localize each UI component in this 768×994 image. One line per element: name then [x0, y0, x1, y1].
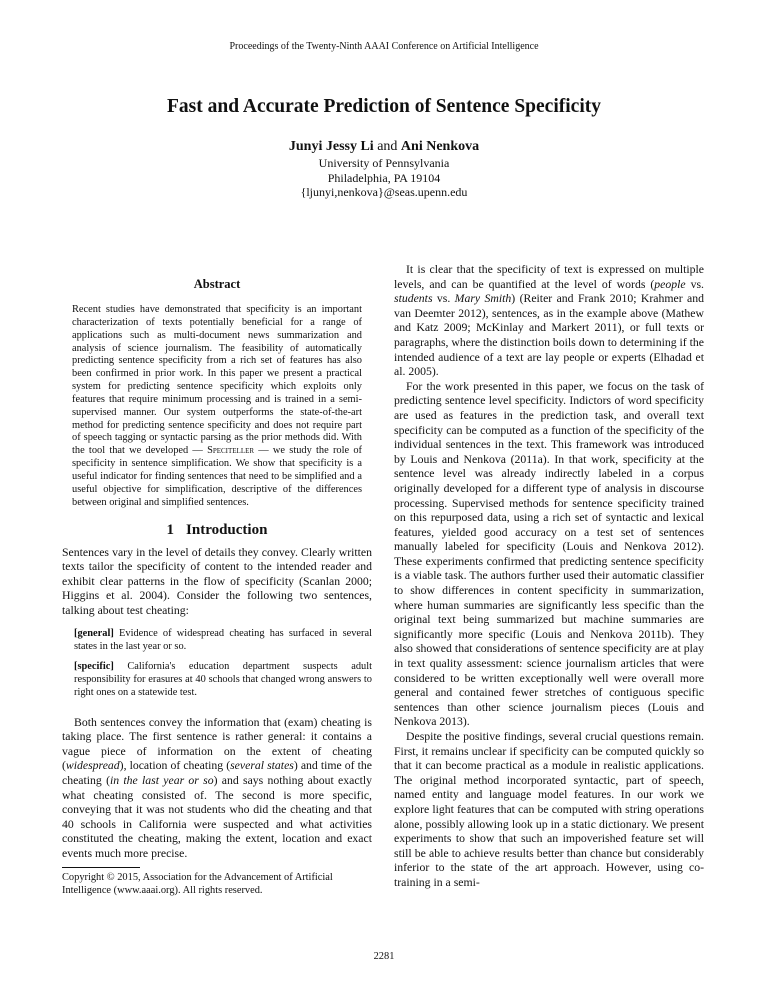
text-run-emphasis: students: [394, 292, 433, 306]
left-column: [62, 265, 372, 862]
abstract-text-part: — we study the role of specificity in sentence simplification. We show that specificity is a useful indicator for finding sentences that need to be simplified and a useful objective for simplification, descriptive of the differences between original and simplified sentences.: [72, 445, 362, 508]
text-run: Both sentences convey the information that (exam) cheating is taking place. The first sentence is rather general: it contains a vague piece of information on the extent of cheating (: [62, 715, 372, 773]
author-line: [0, 138, 768, 155]
text-run: vs.: [432, 292, 455, 306]
abstract-text-part: Recent studies have demonstrated that specificity is an important characterization of texts potentially beneficial for a range of applications such as multi-document news summarization and analysis of science journalism. The feasibility of automatically predicting sentence specificity from a rich set of features has also been confirmed in prior work. In this paper we present a practical system for predicting sentence specificity which exploits only features that require minimum processing and is trained in a semi-supervised manner. Our system outperforms the state-of-the-art method for predicting sentence specificity and does not require part of speech tagging or syntactic parsing as the prior methods did. With the tool that we developed —: [72, 304, 362, 457]
intro-paragraph: Sentences vary in the level of details they convey. Clearly written texts tailor the specificity of content to the intended reader and exhibit clear patterns in the flow of specificity (Scanlan 2000; Higgins et al. 2004). Consider the following two sentences, talking about test cheating:: [62, 545, 372, 617]
section-number: 1: [166, 521, 175, 538]
section-title: Introduction: [186, 521, 268, 538]
abstract-heading: Abstract: [193, 277, 241, 291]
author-conjunction: and: [377, 139, 398, 154]
abstract-text: [72, 304, 362, 510]
author-name: Junyi Jessy Li: [288, 139, 374, 154]
body-paragraph: For the work presented in this paper, we focus on the task of predicting sentence level specificity. Indictors of word specificity are used as features in the prediction task, and overall text specificity can be computed as a function of the specificity of the individual sentences in the text. This framework was introduced by Louis and Nenkova (2011a). In that work, specificity at the sentence level was already indirectly labeled in a corpus originally developed for a different type of analysis in discourse processing. Supervised methods for sentence specificity trained on this repurposed data, using a rich set of syntactic and lexical features, yielded good accuracy on a test set of sentences manually labeled for specificity (Louis and Nenkova 2012). These experiments confirmed that predicting sentence specificity is a viable task. The authors further used their automatic classifier to show differences in content specificity in summarization, where human summaries are significantly less specific than the original text being summarized but machine summaries are significantly more specific (Louis and Nenkova 2011b). They also showed that considerations of sentence specificity are at play in text quality assessment: science journalism articles that were considered to be written exceptionally well were overall more general and contained fewer stretches of contiguous specific sentences than other science journalism pieces (Louis and Nenkova 2013).: [394, 379, 704, 729]
body-paragraph: [394, 263, 704, 380]
text-run-emphasis: widespread: [65, 759, 120, 773]
text-run-emphasis: in the last year or so: [109, 774, 214, 788]
example-specific: [74, 661, 372, 700]
footnote-rule: [62, 867, 140, 868]
affiliation-block: [0, 156, 768, 200]
affiliation: University of Pennsylvania: [318, 156, 450, 170]
proceedings-header: Proceedings of the Twenty-Ninth AAAI Conference on Artificial Intelligence: [229, 41, 539, 52]
text-run: It is clear that the specificity of text is expressed on multiple levels, and can be quantified at the level of words (: [394, 263, 704, 291]
example-text: Evidence of widespread cheating has surfaced in several states in the last year or so.: [74, 628, 372, 653]
copyright-footnote: [62, 867, 372, 897]
tool-name: Speciteller: [207, 445, 255, 457]
copyright-text: Copyright © 2015, Association for the Advancement of Artificial Intelligence (www.aaai.org). All rights reserved.: [62, 872, 333, 896]
paper-title: Fast and Accurate Prediction of Sentence Specificity: [167, 96, 601, 117]
example-general: [74, 628, 372, 654]
example-tag: [specific]: [74, 661, 114, 673]
section-heading: [62, 521, 372, 539]
email: {ljunyi,nenkova}@seas.upenn.edu: [300, 185, 468, 199]
example-tag: [general]: [74, 628, 114, 640]
text-run: vs.: [685, 277, 704, 291]
author-name: Ani Nenkova: [400, 139, 480, 154]
intro-paragraph: [62, 716, 372, 862]
right-column: [394, 263, 704, 891]
body-paragraph: Despite the positive findings, several crucial questions remain. First, it remains unclear if specificity can be computed quickly so that it can become practical as a module in realistic applications. The original method incorporated syntactic, part of speech, named entity and language model features. In our work we explore light features that can be computed with string operations alone, possibly allowing look up in a static dictionary. We present experiments to show that such an impoverished feature set will still be able to achieve results better than chance but considerably inferior to the state of the art approach. However, using co-training in a semi-: [394, 730, 704, 889]
text-run-emphasis: Mary Smith: [454, 292, 512, 306]
text-run-emphasis: several states: [230, 759, 294, 773]
text-run-emphasis: people: [654, 277, 686, 291]
text-run: ), location of cheating (: [119, 759, 231, 773]
text-run: ) and says nothing about exactly what cheating consisted of. The second is more specific, conveying that it was not students who did the cheating and that 40 schools in California were suspected and what activities constituted the cheating, making the extent, location and exact events much more precise.: [62, 774, 372, 861]
text-run: ) (Reiter and Frank 2010; Krahmer and van Deemter 2012), sentences, as in the example above (Mathew and Katz 2009; McKinlay and Markert 2011), or full texts or paragraphs, where the distinction boils down to determining if the intended audience of a text are lay people or experts (Elhadad et al. 2005).: [394, 292, 704, 379]
page-number: 2281: [373, 951, 395, 962]
example-text: California's education department suspects adult responsibility for erasures at 40 schools that changed wrong answers to right ones on a statewide test.: [74, 661, 372, 698]
address: Philadelphia, PA 19104: [327, 170, 441, 185]
text-run: ) and time of the cheating (: [62, 759, 373, 788]
